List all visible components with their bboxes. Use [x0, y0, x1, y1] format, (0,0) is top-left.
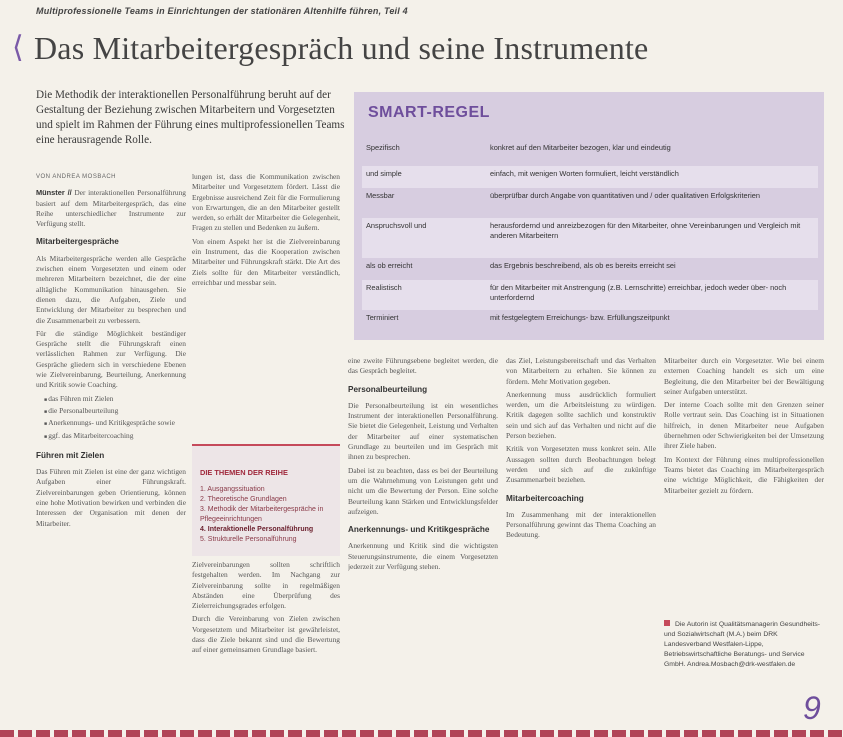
heading-anerkennung-kritik: Anerkennungs- und Kritikgespräche: [348, 525, 490, 535]
smart-rule-box: [354, 92, 824, 340]
smart-row: als ob erreicht das Ergebnis beschreibend, als ob es bereits erreicht sei: [366, 261, 676, 270]
article-title: Das Mitarbeitergespräch und seine Instrumente: [34, 30, 649, 66]
smart-row: Realistisch für den Mitarbeiter mit Anstrengung (z.B. Lernschritte) erreichbar, jedoch weder über- noch unterfordernd: [362, 280, 818, 310]
smart-row: Anspruchsvoll und herausfordernd und anreizbezogen für den Mitarbeiter, ohne Vereinbarungen und Vergleich mit anderen Mitarbeitern: [362, 218, 818, 258]
list-item: ■ das Führen mit Zielen: [44, 394, 186, 406]
paragraph: Der interne Coach sollte mit den Grenzen seiner Rolle vertraut sein. Das Coaching ist in Situationen hilfreich, in denen Mitarbeiter neue Aufgaben übernehmen oder Schwierigkeiten bei der Umsetzung ihrer Ziele haben.: [664, 400, 824, 451]
heading-personalbeurteilung: Personalbeurteilung: [348, 384, 428, 394]
themes-title: DIE THEMEN DER REIHE: [200, 468, 288, 477]
intro-paragraph: Münster // Der interaktionellen Personalführung basiert auf dem Mitarbeitergespräch, das eine Reihe unterschiedlicher Instrumente zur Verfügung stellt.: [36, 188, 186, 229]
author-line: VON ANDREA MOSBACH: [36, 174, 117, 180]
series-themes-box: [192, 444, 340, 556]
theme-item: 3. Methodik der Mitarbeitergespräche in Pflegeeinrichtungen: [200, 506, 324, 523]
paragraph: Durch die Vereinbarung von Zielen zwischen Vorgesetztem und Mitarbeiter ist gewährleistet, dass die Ziele bekannt sind und die Bewertung auf einer gemeinsamen Grundlage basiert.: [192, 614, 340, 655]
smart-row: Messbar überprüfbar durch Angabe von quantitativen und / oder qualitativen Erfolgskriterien: [366, 191, 760, 200]
theme-item-current: 4. Interaktionelle Personalführung: [200, 526, 314, 533]
page-number: 9: [803, 690, 821, 726]
text-column-5: [664, 356, 824, 614]
text-column-3: [348, 356, 498, 728]
instrument-list: [36, 394, 186, 443]
paragraph: Die Personalbeurteilung ist ein wesentliches Instrument der interaktionellen Personalführung. Sie bietet die Gelegenheit, Leistung und Verhalten der Mitarbeiter auf einer systematischen Grundlage zu beurteilen und im Gespräch mit ihnen zu besprechen.: [348, 400, 498, 462]
smart-row: Spezifisch konkret auf den Mitarbeiter bezogen, klar und eindeutig: [366, 143, 671, 152]
paragraph: Dabei ist zu beachten, dass es bei der Beurteilung um die Wahrnehmung von Leistungen geht und nicht um die Bewertung der Person. Eine solche Beurteilung kann Stärken und Entwicklungsfelder aufzeigen.: [348, 465, 498, 516]
smart-title: SMART-REGEL: [368, 104, 490, 121]
theme-item: 5. Strukturelle Personalführung: [200, 536, 297, 543]
list-item: ■ ggf. das Mitarbeitercoaching: [44, 431, 186, 443]
smart-row: Terminiert mit festgelegtem Erreichungs- bzw. Erfüllungszeitpunkt: [366, 313, 670, 322]
paragraph: Anerkennung muss ausdrücklich formuliert werden, um die Arbeitsleistung zu würdigen. Kritik dagegen sollte sachlich und konstruktiv sein und sich auf das Verhalten und nicht auf die Person beziehen.: [506, 389, 656, 441]
paragraph: eine zweite Führungsebene begleitet werden, die das Gespräch begleitet.: [348, 356, 498, 376]
paragraph: lungen ist, dass die Kommunikation zwischen Mitarbeiter und Vorgesetztem fördert. Lässt die Ergebnisse ausreichend Zeit für die Formulierung von Erwartungen, die an den Mitarbeiter gestellt werden, so erhält der Mitarbeiter die Gelegenheit, Fragen zu stellen und Bedenken zu äußern.: [192, 172, 340, 233]
paragraph: Für die ständige Möglichkeit beständiger Gespräche stellt die Führungskraft einen verlässlichen Rahmen zur Verfügung. Die Gespräche gliedern sich in verschiedene Ebenen wie Zielvereinbarung, Beurteilung, Anerkennung und Kritik sowie Coaching.: [36, 328, 186, 390]
paragraph: Mitarbeiter durch ein Vorgesetzter. Wie bei einem externen Coaching handelt es sich um eine Begleitung, die den Mitarbeiter bei der Bewältigung seiner Aufgaben unterstützt.: [664, 356, 824, 396]
footer-decoration: [0, 730, 843, 737]
text-column-1: [36, 172, 186, 727]
paragraph: Im Kontext der Führung eines multiprofessionellen Teams bietet das Coaching im Mitarbeitergespräch eine wichtige Möglichkeit, die Fähigkeiten der Mitarbeiter gezielt zu fördern.: [664, 454, 824, 495]
heading-fuehren-mit-zielen: Führen mit Zielen: [36, 450, 105, 460]
text-column-2-top: [192, 172, 340, 440]
bio-square-icon: [664, 620, 670, 626]
series-kicker: Multiprofessionelle Teams in Einrichtungen der stationären Altenhilfe führen, Teil 4: [36, 6, 408, 16]
text-column-4: [506, 356, 656, 728]
list-item: ■ Anerkennungs- und Kritikgespräche sowie: [44, 418, 186, 430]
article-lead: Die Methodik der interaktionellen Personalführung beruht auf der Gestaltung der Beziehung zwischen Mitarbeitern und Vorgesetzten und spielt im Rahmen der Führung eines multiprofessionellen Teams eine herausragende Rolle.: [36, 89, 345, 146]
theme-item: 2. Theoretische Grundlagen: [200, 496, 287, 503]
heading-mitarbeitergespraeche: Mitarbeitergespräche: [36, 237, 119, 247]
themes-list: [192, 485, 340, 545]
title-ornament-icon: ⟨: [12, 30, 24, 65]
text-column-2-bottom: [192, 560, 340, 728]
smart-table: [362, 140, 818, 332]
paragraph: Im Zusammenhang mit der interaktionellen Personalführung gewinnt das Thema Coaching an Bedeutung.: [506, 509, 656, 540]
smart-row: und simple einfach, mit wenigen Worten formuliert, leicht verständlich: [362, 166, 818, 188]
paragraph: das Ziel, Leistungsbereitschaft und das Verhalten von Mitarbeitern zu erhalten. Sie können zu fördern. Mehr Motivation gegeben.: [506, 356, 656, 386]
paragraph: Als Mitarbeitergespräche werden alle Gespräche zwischen einem Vorgesetzten und einem oder mehreren Mitarbeitern bezeichnet, die der eine alltägliche Kommunikation hinausgehen. Sie dienen dazu, die Aufgaben, Ziele und Entwicklung der Mitarbeiter zu besprechen und die Zusammenarbeit zu verbessern.: [36, 253, 186, 325]
paragraph: Anerkennung und Kritik sind die wichtigsten Steuerungsinstrumente, die einem Vorgesetzten jederzeit zur Verfügung stehen.: [348, 541, 498, 572]
theme-item: 1. Ausgangssituation: [200, 486, 265, 493]
paragraph: Zielvereinbarungen sollten schriftlich festgehalten werden. Im Nachgang zur Zielvereinbarung sollte in regelmäßigen Abständen eine Überprüfung des Zielerreichungsgrades erfolgen.: [192, 560, 340, 611]
author-bio: Die Autorin ist Qualitätsmanagerin Gesundheits- und Sozialwirtschaft (M.A.) beim DRK Landesverband Westfalen-Lippe, Betriebswirtschaftliche Beratungs- und Service GmbH. Andrea.Mosbach@drk-westfalen.de: [664, 621, 821, 668]
paragraph: Kritik von Vorgesetzten muss konkret sein. Alle Aussagen sollten durch Beobachtungen belegt werden und sich auf die zukünftige Zusammenarbeit beziehen.: [506, 444, 656, 485]
dateline: Münster //: [36, 188, 72, 198]
paragraph: Von einem Aspekt her ist die Zielvereinbarung ein Instrument, das die Kooperation zwischen Mitarbeiter und Führungskraft stärkt. Die Art des Ziels sollte für den Mitarbeiter verständlich, erreichbar und messbar sein.: [192, 236, 340, 287]
list-item: ■ die Personalbeurteilung: [44, 406, 186, 418]
heading-mitarbeitercoaching: Mitarbeitercoaching: [506, 493, 584, 503]
paragraph: Das Führen mit Zielen ist eine der ganz wichtigen Aufgaben einer Führungskraft. Zielvereinbarungen geben Orientierung, können eine hohe Motivation bewirken und verbinden die Interessen der Organisation mit denen der Mitarbeiter.: [36, 467, 186, 528]
